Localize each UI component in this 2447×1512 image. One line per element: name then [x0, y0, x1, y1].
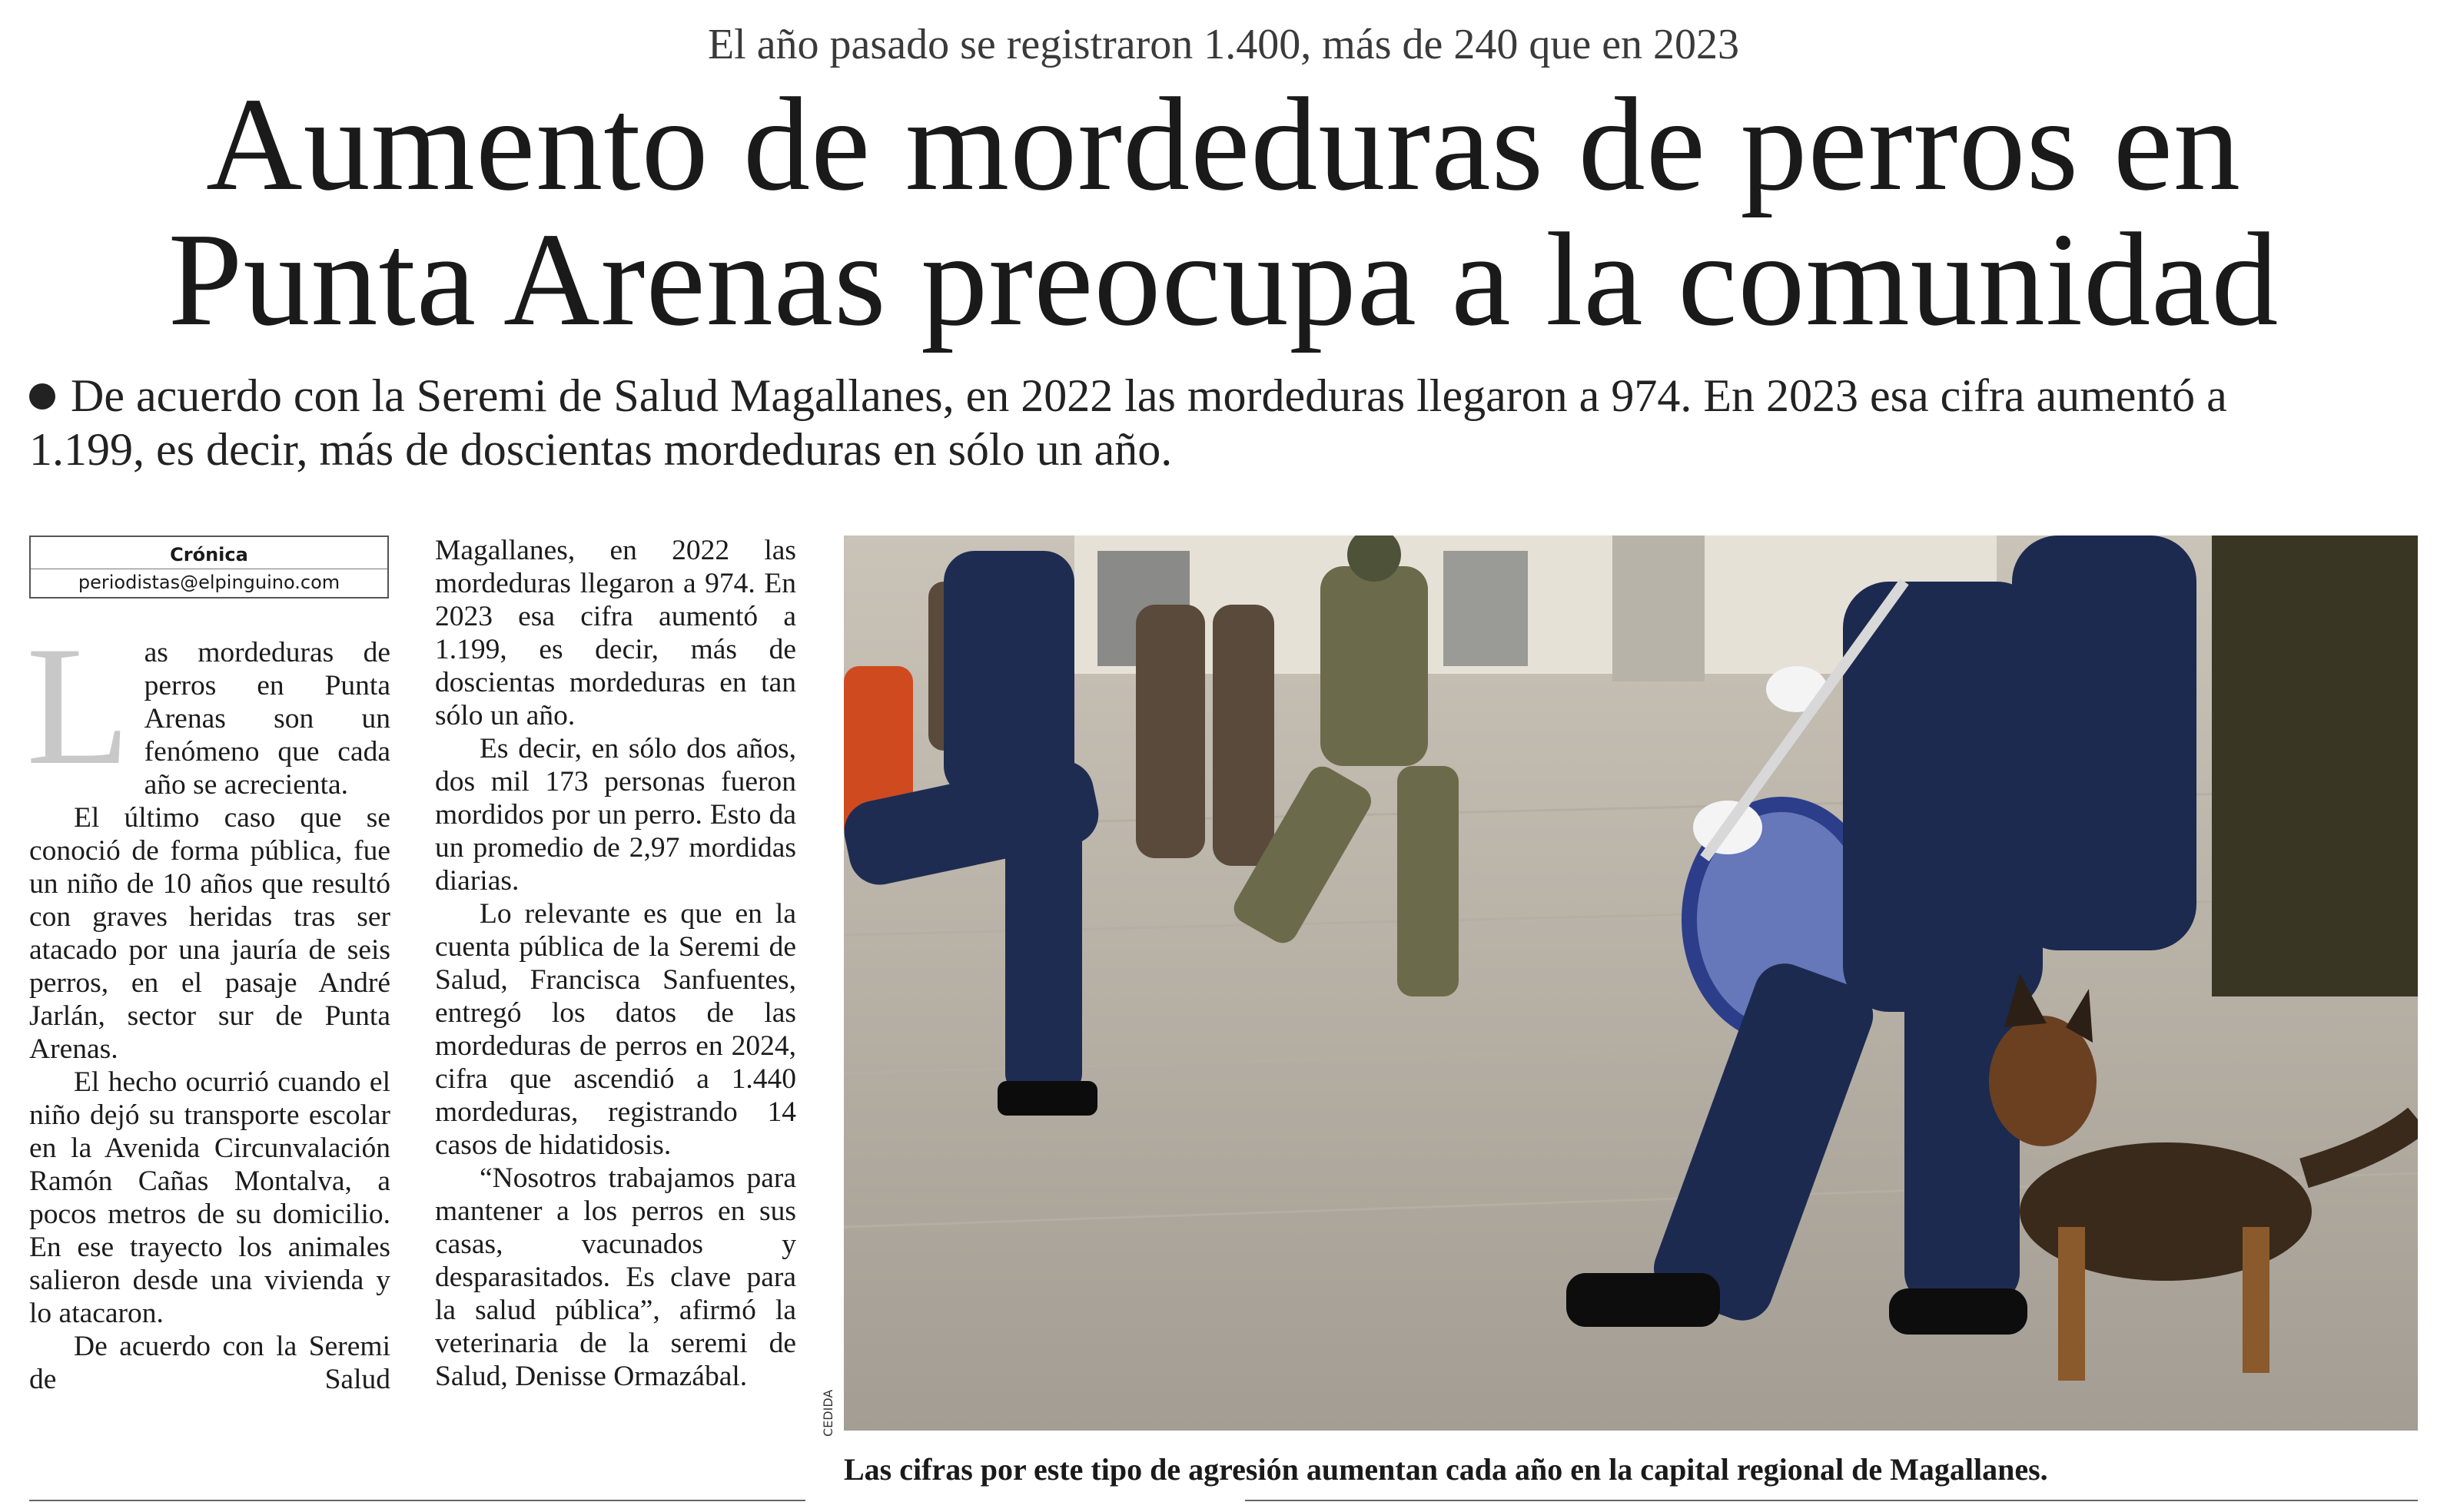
headline: [0, 70, 2447, 353]
photo-credit: CEDIDA: [821, 1389, 835, 1437]
section-label: Crónica: [170, 544, 248, 565]
headline-line-2: Punta Arenas preocupa a la comunidad: [168, 205, 2279, 353]
deck: [29, 369, 2412, 476]
headline-line-1: Aumento de mordeduras de perros en: [206, 70, 2241, 218]
paragraph-3: El hecho ocurrió cuando el niño dejó su transporte escolar en la Avenida Circunvalación Ramón Cañas Montalva, a pocos metros de su domicilio. En ese trayecto los animales salieron desde una vivienda y lo atacaron.: [29, 1066, 390, 1329]
paragraph-2: El último caso que se conoció de forma pública, fue un niño de 10 años que resultó con graves heridas tras ser atacado por una jauría de seis perros, en el pasaje André Jarlán, sector sur de Punta Arenas.: [29, 802, 390, 1065]
photo-illustration: [844, 536, 2418, 1431]
deck-line-2: 1.199, es decir, más de doscientas mordeduras en sólo un año.: [29, 424, 1173, 475]
paragraph-5: Magallanes, en 2022 las mordeduras llegaron a 974. En 2023 esa cifra aumentó a 1.199, es decir, más de doscientas mordeduras en tan sólo un año.: [435, 535, 796, 731]
bottom-rule-right: [1245, 1500, 2418, 1501]
paragraph-6: Es decir, en sólo dos años, dos mil 173 personas fueron mordidos por un perro. Esto da un promedio de 2,97 mordidas diarias.: [435, 733, 796, 897]
byline-box: [29, 536, 389, 598]
paragraph-4: De acuerdo con la Seremi de Salud: [29, 1331, 390, 1395]
kicker: El año pasado se registraron 1.400, más de 240 que en 2023: [707, 21, 1740, 68]
column-2: [435, 534, 796, 1393]
photo-caption: Las cifras por este tipo de agresión aumentan cada año en la capital regional de Magallanes.: [844, 1452, 2048, 1487]
bottom-rule-left: [29, 1500, 805, 1501]
paragraph-1: [26, 612, 390, 801]
column-1: [26, 612, 390, 1396]
byline-email: periodistas@elpinguino.com: [78, 572, 340, 593]
paragraph-8: “Nosotros trabajamos para mantener a los perros en sus casas, vacunados y desparasitados. Es clave para la salud pública”, afirmó la veterinaria de la seremi de Salud, Denisse Ormazábal.: [435, 1162, 796, 1392]
bullet-icon: [29, 383, 55, 410]
drop-cap: L: [26, 612, 131, 801]
deck-line-1: De acuerdo con la Seremi de Salud Magallanes, en 2022 las mordeduras llegaron a 974. En 2023 esa cifra aumentó a: [71, 370, 2227, 421]
news-photo: [844, 536, 2418, 1431]
paragraph-7: Lo relevante es que en la cuenta pública de la Seremi de Salud, Francisca Sanfuentes, entregó los datos de las mordeduras de perros en 2024, cifra que ascendió a 1.440 mordeduras, registrando 14 casos de hidatidosis.: [435, 898, 796, 1161]
paragraph-1-text: as mordeduras de perros en Punta Arenas son un fenómeno que cada año se acrecienta.: [144, 637, 390, 801]
